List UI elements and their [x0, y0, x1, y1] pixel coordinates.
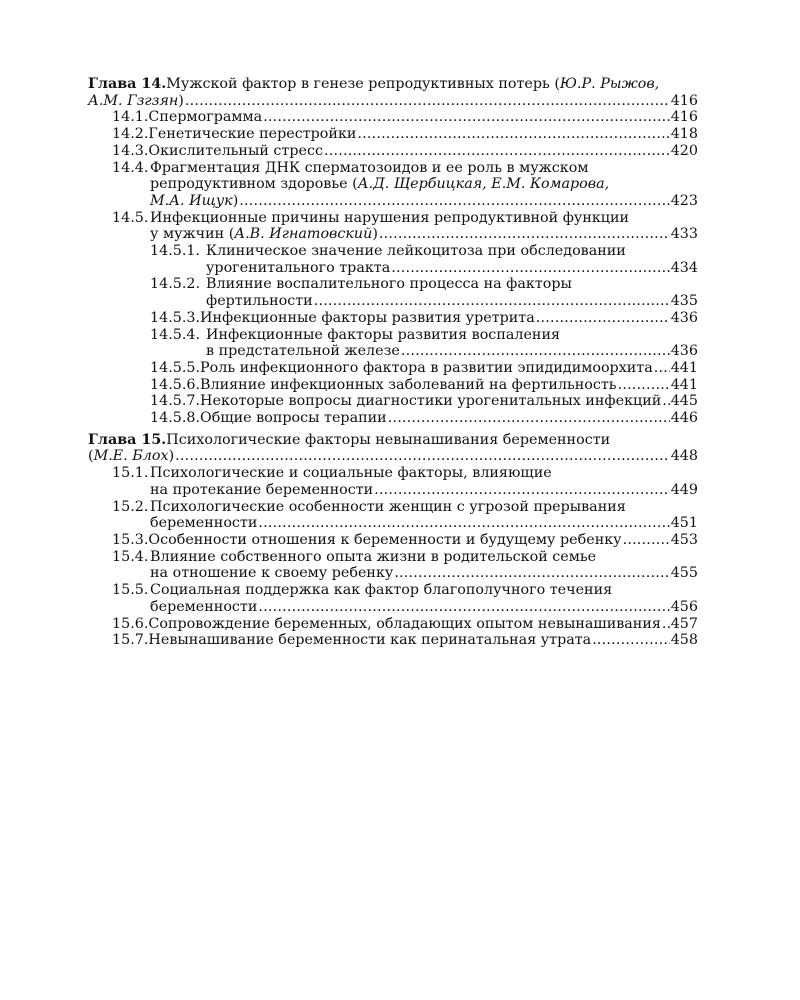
section-title: Невынашивание беременности как перинатальная утрата: [148, 632, 592, 649]
section-number: 14.5.4.: [150, 326, 201, 343]
section-title: Генетические перестройки: [148, 126, 357, 143]
section-title: Клиническое значение лейкоцитоза при обследовании: [206, 243, 626, 260]
page-number: 448: [670, 448, 698, 465]
section-title: Психологические и социальные факторы, влияющие: [150, 465, 552, 482]
section-15-4[interactable]: [88, 549, 698, 582]
leader-dots: [185, 93, 670, 110]
chapter-14-authors-cont: А.М. Гзгзян: [88, 92, 179, 109]
section-14-1[interactable]: [88, 109, 698, 126]
chapter-14-title: Мужской фактор в генезе репродуктивных потерь (: [166, 76, 560, 92]
leader-dots: [324, 143, 670, 160]
leader-dots: [258, 515, 669, 532]
leader-dots: [357, 126, 669, 143]
section-14-5-5[interactable]: [88, 360, 698, 377]
section-number: 15.1.: [112, 465, 149, 482]
page-number: 416: [670, 92, 698, 109]
chapter-14-authors: Ю.Р. Рыжов,: [559, 76, 660, 92]
section-15-1[interactable]: [88, 465, 698, 498]
section-number: 14.5.3.: [150, 309, 201, 326]
section-number: 15.6.: [112, 615, 149, 632]
section-number: 15.3.: [112, 531, 149, 548]
chapter-15-close: ): [168, 448, 175, 465]
section-title: Влияние собственного опыта жизни в родительской семье: [150, 548, 597, 565]
page-number: 416: [670, 109, 698, 126]
section-number: 15.2.: [112, 498, 149, 515]
page-number: 458: [670, 632, 698, 649]
leader-dots: [391, 260, 669, 277]
page-number: 449: [670, 481, 698, 498]
leader-dots: [394, 565, 669, 582]
section-14-3[interactable]: [88, 143, 698, 160]
page-number: 433: [670, 226, 698, 243]
section-14-5-8[interactable]: [88, 410, 698, 427]
section-number: 14.5.2.: [150, 276, 201, 293]
page-number: 453: [670, 531, 698, 548]
section-authors: А.В. Игнатовский: [234, 226, 373, 243]
section-number: 15.4.: [112, 548, 149, 565]
section-close: ): [232, 192, 239, 209]
leader-dots: [654, 360, 670, 377]
section-title: Влияние инфекционных заболеваний на фертильность: [200, 376, 617, 393]
leader-dots: [379, 226, 670, 243]
section-title: Некоторые вопросы диагностики урогенитальных инфекций: [200, 393, 662, 410]
section-15-2[interactable]: [88, 499, 698, 532]
section-close: ): [372, 226, 378, 243]
section-title-cont: беременности: [150, 598, 258, 615]
page-number: 436: [670, 343, 698, 360]
chapter-15-authors: М.Е. Блох: [93, 448, 169, 465]
section-14-4[interactable]: [88, 160, 698, 210]
chapter-15-prefix: Глава 15.: [88, 431, 167, 448]
leader-dots: [618, 377, 670, 394]
section-title: Фрагментация ДНК сперматозоидов и ее роль в мужском: [150, 159, 589, 176]
section-number: 14.5.6.: [150, 376, 201, 393]
section-number: 14.2.: [112, 126, 149, 143]
chapter-15-entry[interactable]: [88, 432, 698, 465]
section-title: Спермограмма: [148, 109, 263, 126]
leader-dots: [401, 343, 670, 360]
section-number: 14.4.: [112, 159, 149, 176]
leader-dots: [314, 293, 670, 310]
section-title-cont: в предстательной железе: [206, 343, 400, 360]
chapter-14-entry[interactable]: [88, 76, 698, 109]
page-number: 451: [670, 515, 698, 532]
section-number: 14.1.: [112, 109, 149, 126]
section-number: 15.7.: [112, 632, 149, 649]
section-title: Сопровождение беременных, обладающих опытом невынашивания: [148, 615, 661, 632]
section-14-5-1[interactable]: [88, 243, 698, 276]
section-title: Окислительный стресс: [148, 142, 323, 159]
section-number: 14.5.1.: [150, 243, 201, 260]
section-title: Социальная поддержка как фактор благополучного течения: [150, 582, 613, 599]
section-14-5-2[interactable]: [88, 276, 698, 309]
section-title-cont: фертильности: [206, 293, 313, 310]
page-number: 456: [670, 598, 698, 615]
leader-dots: [662, 616, 670, 633]
page-number: 435: [670, 293, 698, 310]
chapter-14-prefix: Глава 14.: [88, 76, 167, 92]
section-14-5-7[interactable]: [88, 393, 698, 410]
section-authors-cont: М.А. Ищук: [150, 192, 233, 209]
chapter-15-title: Психологические факторы невынашивания беременности: [166, 431, 611, 448]
section-authors: А.Д. Щербицкая, Е.М. Комарова,: [357, 176, 610, 193]
page-number: 420: [670, 142, 698, 159]
leader-dots: [175, 448, 670, 465]
section-number: 14.3.: [112, 142, 149, 159]
leader-dots: [662, 393, 669, 410]
page-number: 445: [670, 393, 698, 410]
section-title: Инфекционные факторы развития воспаления: [206, 326, 560, 343]
page-number: 436: [670, 309, 698, 326]
section-14-5-6[interactable]: [88, 377, 698, 394]
section-14-5-3[interactable]: [88, 310, 698, 327]
leader-dots: [374, 482, 670, 499]
section-title-cont: на протекание беременности: [150, 481, 374, 498]
section-title: Влияние воспалительного процесса на факторы: [206, 276, 572, 293]
chapter-14-close: ): [178, 92, 184, 109]
page-number: 441: [670, 359, 698, 376]
section-title-cont: урогенитального тракта: [206, 259, 391, 276]
section-title: Инфекционные факторы развития уретрита: [200, 309, 535, 326]
page-number: 423: [670, 192, 698, 209]
leader-dots: [239, 193, 669, 210]
page-number: 455: [670, 565, 698, 582]
section-title: Психологические особенности женщин с угрозой прерывания: [150, 498, 626, 515]
section-title: Особенности отношения к беременности и будущему ребенку: [148, 531, 622, 548]
section-title: Инфекционные причины нарушения репродуктивной функции: [150, 209, 630, 226]
leader-dots: [623, 532, 670, 549]
leader-dots: [388, 410, 670, 427]
section-14-5-4[interactable]: [88, 327, 698, 360]
section-number: 14.5.5.: [150, 359, 201, 376]
section-title-cont: беременности: [150, 515, 258, 532]
page-number: 441: [670, 376, 698, 393]
section-number: 15.5.: [112, 582, 149, 599]
leader-dots: [592, 632, 670, 649]
section-title-cont: на отношение к своему ребенку: [150, 565, 394, 582]
section-15-6[interactable]: [88, 616, 698, 633]
page-number: 446: [670, 410, 698, 427]
section-title-cont: у мужчин (: [150, 226, 235, 243]
section-15-7[interactable]: [88, 632, 698, 649]
section-14-2[interactable]: [88, 126, 698, 143]
section-15-3[interactable]: [88, 532, 698, 549]
section-number: 14.5.7.: [150, 393, 201, 410]
page-number: 434: [670, 259, 698, 276]
leader-dots: [536, 310, 670, 327]
section-title: Роль инфекционного фактора в развитии эпидидимоорхита: [200, 359, 653, 376]
section-number: 14.5.8.: [150, 410, 201, 427]
section-title: Общие вопросы терапии: [200, 410, 387, 427]
page-number: 457: [670, 615, 698, 632]
section-title-cont: репродуктивном здоровье (: [150, 176, 358, 193]
page-number: 418: [670, 126, 698, 143]
leader-dots: [263, 109, 670, 126]
section-number: 14.5.: [112, 209, 149, 226]
leader-dots: [258, 599, 669, 616]
chapter-15-open: (: [88, 448, 94, 465]
section-14-5[interactable]: [88, 210, 698, 243]
table-of-contents: [88, 76, 698, 649]
section-15-5[interactable]: [88, 582, 698, 615]
